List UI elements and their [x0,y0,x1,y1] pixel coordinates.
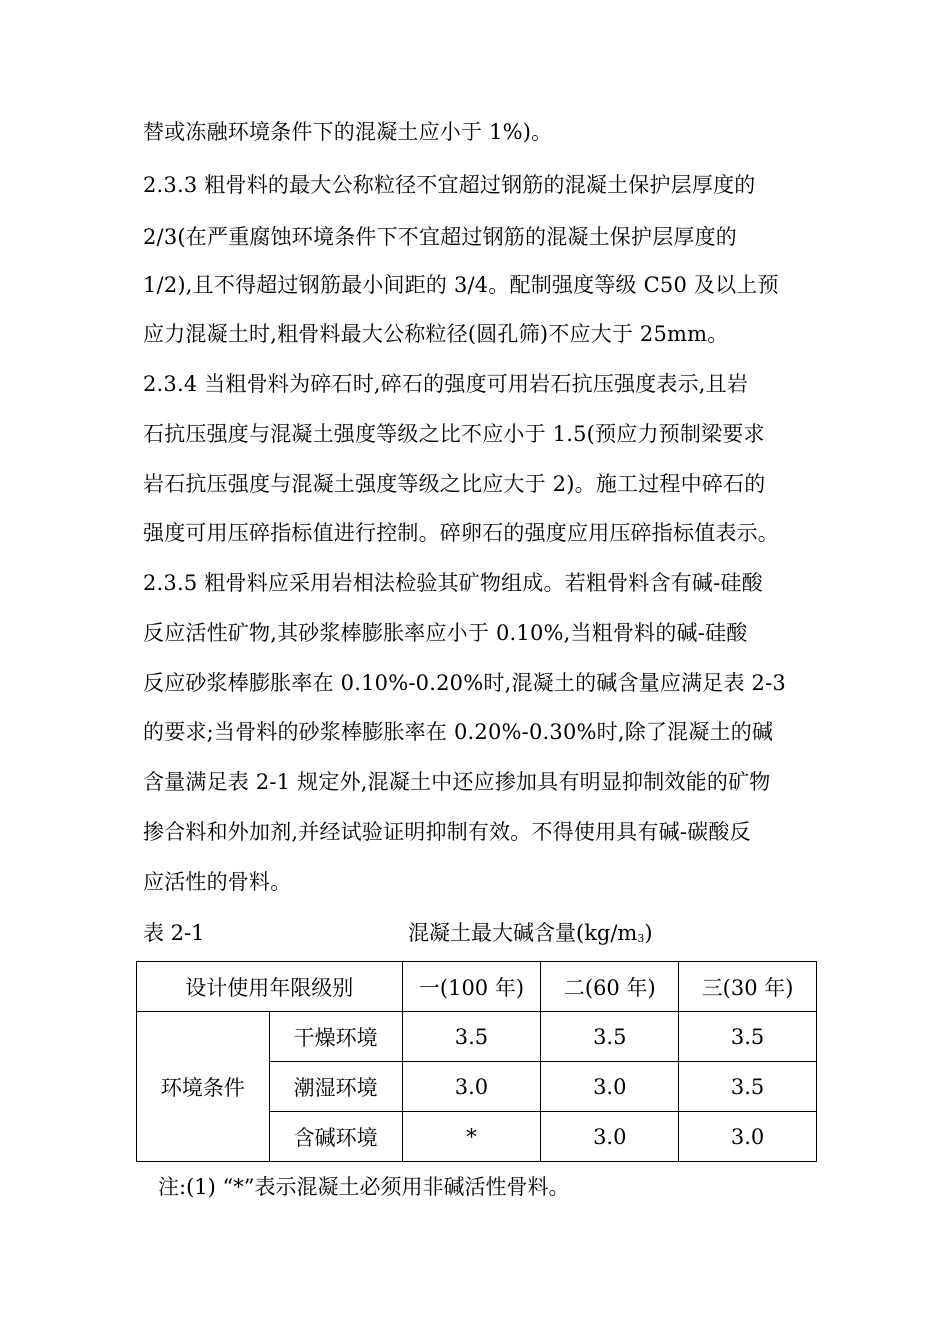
cell-value: * [402,1112,541,1162]
paragraph-line: 反应砂浆棒膨胀率在 0.10%-0.20%时,混凝土的碱含量应满足表 2-3 [143,671,786,695]
paragraph-line: 含量满足表 2-1 规定外,混凝土中还应掺加具有明显抑制效能的矿物 [143,770,771,794]
paragraph-line: 2.3.5 粗骨料应采用岩相法检验其矿物组成。若粗骨料含有碱-硅酸 [143,571,763,595]
paragraph-line: 替或冻融环境条件下的混凝土应小于 1%)。 [143,120,553,144]
alkali-content-table [136,961,817,1162]
cell-value: 3.5 [679,1012,817,1062]
table-title [408,918,653,954]
table-label: 表 2-1 [143,921,205,945]
table-title-main: 混凝土最大碱含量(kg/m [408,921,638,945]
table-title-superscript: 3 [637,932,645,945]
cell-value: 3.0 [402,1062,541,1112]
paragraph-line: 2.3.3 粗骨料的最大公称粒径不宜超过钢筋的混凝土保护层厚度的 [143,173,756,197]
group-label-environment: 环境条件 [137,1012,270,1162]
paragraph-line: 的要求;当骨料的砂浆棒膨胀率在 0.20%-0.30%时,除了混凝土的碱 [143,720,774,744]
cell-value: 3.5 [679,1062,817,1112]
header-level-3: 三(30 年) [679,962,817,1012]
paragraph-line: 应力混凝土时,粗骨料最大公称粒径(圆孔筛)不应大于 25mm。 [143,322,729,346]
cell-value: 3.5 [541,1012,679,1062]
header-level-1: 一(100 年) [402,962,541,1012]
cell-value: 3.5 [402,1012,541,1062]
table-title-end: ) [644,921,653,945]
paragraph-line: 岩石抗压强度与混凝土强度等级之比应大于 2)。施工过程中碎石的 [143,472,766,496]
cell-value: 3.0 [679,1112,817,1162]
paragraph-line: 反应活性矿物,其砂浆棒膨胀率应小于 0.10%,当粗骨料的碱-硅酸 [143,621,748,645]
paragraph-line: 2/3(在严重腐蚀环境条件下不宜超过钢筋的混凝土保护层厚度的 [143,225,737,249]
cell-value: 3.0 [541,1112,679,1162]
paragraph-line: 强度可用压碎指标值进行控制。碎卵石的强度应用压碎指标值表示。 [143,521,779,545]
table-row [137,1012,817,1062]
paragraph-line: 掺合料和外加剂,并经试验证明抑制有效。不得使用具有碱-碳酸反 [143,820,751,844]
env-label: 干燥环境 [269,1012,402,1062]
env-label: 潮湿环境 [269,1062,402,1112]
paragraph-line: 石抗压强度与混凝土强度等级之比不应小于 1.5(预应力预制梁要求 [143,422,765,446]
paragraph-line: 1/2),且不得超过钢筋最小间距的 3/4。配制强度等级 C50 及以上预 [143,273,779,297]
cell-value: 3.0 [541,1062,679,1112]
env-label: 含碱环境 [269,1112,402,1162]
header-level-2: 二(60 年) [541,962,679,1012]
paragraph-line: 2.3.4 当粗骨料为碎石时,碎石的强度可用岩石抗压强度表示,且岩 [143,372,749,396]
paragraph-line: 应活性的骨料。 [143,870,292,894]
table-note: 注:(1) “*”表示混凝土必须用非碱活性骨料。 [158,1175,570,1199]
header-service-life-level: 设计使用年限级别 [137,962,403,1012]
table-header-row [137,962,817,1012]
